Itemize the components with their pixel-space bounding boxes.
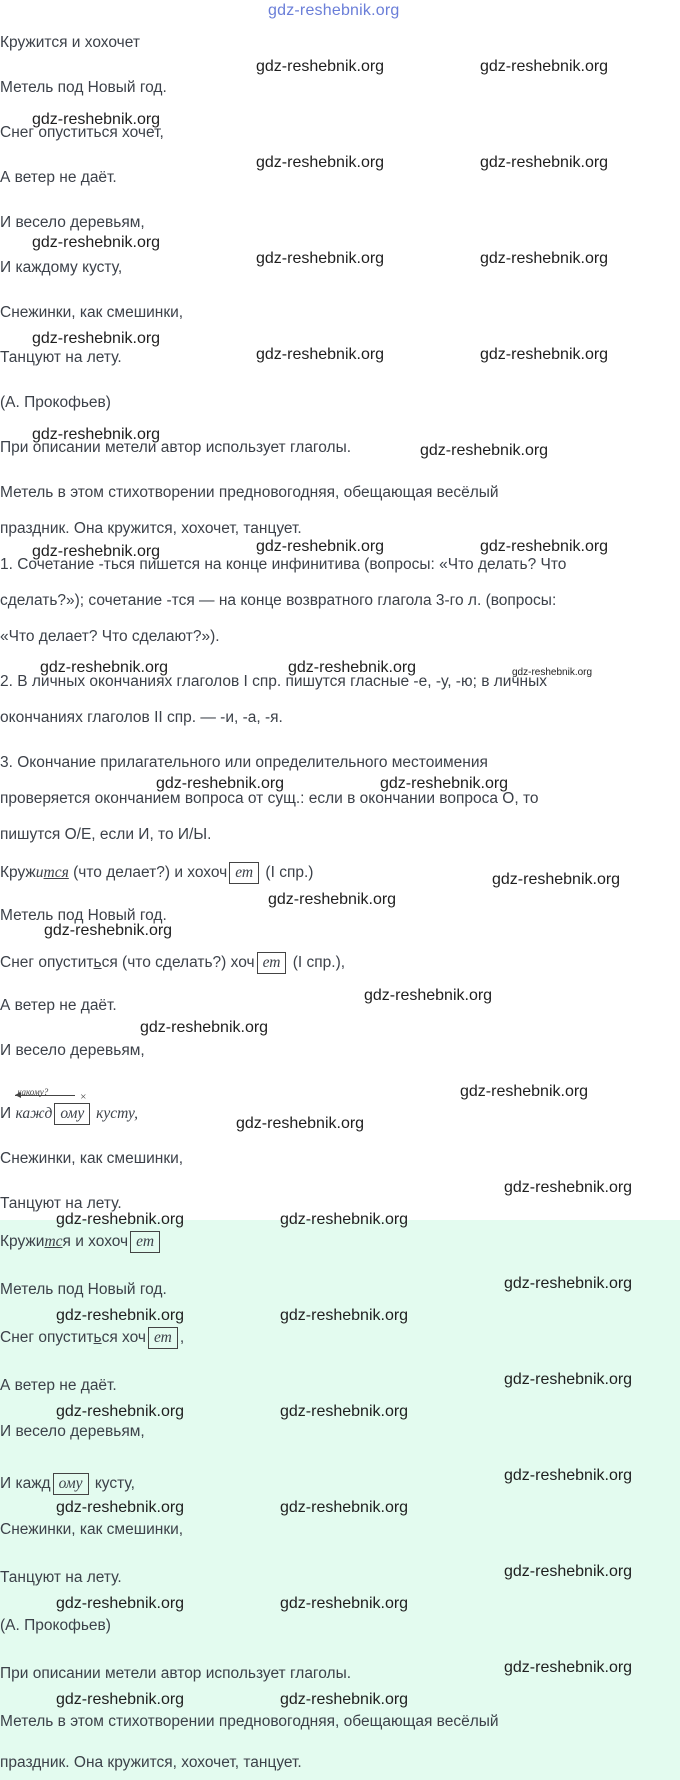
poem-line: А ветер не даёт. xyxy=(0,169,117,186)
ending-box: ому xyxy=(53,1473,89,1495)
site-watermark: gdz-reshebnik.org xyxy=(504,1275,633,1292)
question-annotation xyxy=(15,1087,87,1123)
site-watermark: gdz-reshebnik.org xyxy=(512,667,593,678)
site-watermark: gdz-reshebnik.org xyxy=(32,426,161,443)
site-watermark: gdz-reshebnik.org xyxy=(256,346,385,363)
text-fragment: кусту, xyxy=(92,1105,138,1122)
arrow-left-icon xyxy=(15,1095,75,1096)
text-fragment: (что делает?) и хохоч xyxy=(68,864,228,881)
cross-icon: × xyxy=(79,1091,87,1103)
poem-line: Снег опуститься хочет, xyxy=(0,124,164,141)
site-watermark: gdz-reshebnik.org xyxy=(504,1179,633,1196)
site-watermark: gdz-reshebnik.org xyxy=(504,1371,633,1388)
text-fragment: И кажд xyxy=(0,1475,51,1492)
site-watermark: gdz-reshebnik.org xyxy=(480,154,609,171)
poem-line: А ветер не даёт. xyxy=(0,1377,117,1394)
site-watermark: gdz-reshebnik.org xyxy=(56,1499,185,1516)
poem-line: И каждому кусту, xyxy=(0,259,123,276)
site-watermark: gdz-reshebnik.org xyxy=(480,346,609,363)
rule-line: сделать?»); сочетание -тся — на конце возвратного глагола 3-го л. (вопросы: xyxy=(0,592,557,609)
site-watermark: gdz-reshebnik.org xyxy=(280,1211,409,1228)
site-watermark: gdz-reshebnik.org xyxy=(56,1403,185,1420)
site-watermark: gdz-reshebnik.org xyxy=(420,442,549,459)
site-watermark: gdz-reshebnik.org xyxy=(56,1595,185,1612)
site-watermark: gdz-reshebnik.org xyxy=(156,775,285,792)
description-line: Метель в этом стихотворении предновогодняя, обещающая весёлый xyxy=(0,1713,499,1730)
site-watermark: gdz-reshebnik.org xyxy=(256,154,385,171)
poem-line: И весело деревьям, xyxy=(0,1423,145,1440)
site-watermark-top: gdz-reshebnik.org xyxy=(268,2,400,19)
site-watermark: gdz-reshebnik.org xyxy=(236,1115,365,1132)
poem-line: Танцуют на лету. xyxy=(0,1569,122,1586)
poem-line: Метель под Новый год. xyxy=(0,907,167,924)
description-line: праздник. Она кружится, хохочет, танцует. xyxy=(0,520,302,537)
ending-box: ет xyxy=(229,862,259,884)
verbs-note: При описании метели автор использует глаголы. xyxy=(0,439,352,456)
answer-line-3 xyxy=(0,1327,184,1349)
ending-box: ет xyxy=(148,1327,178,1349)
text-fragment: Кружи xyxy=(0,1233,45,1250)
site-watermark: gdz-reshebnik.org xyxy=(140,1019,269,1036)
site-watermark: gdz-reshebnik.org xyxy=(280,1307,409,1324)
site-watermark: gdz-reshebnik.org xyxy=(32,330,161,347)
site-watermark: gdz-reshebnik.org xyxy=(364,987,493,1004)
text-fragment: и xyxy=(35,864,44,881)
site-watermark: gdz-reshebnik.org xyxy=(56,1691,185,1708)
site-watermark: gdz-reshebnik.org xyxy=(280,1691,409,1708)
rule-line: «Что делает? Что сделают?»). xyxy=(0,628,220,645)
site-watermark: gdz-reshebnik.org xyxy=(504,1659,633,1676)
text-fragment: И xyxy=(0,1105,16,1122)
poem-line: Снежинки, как смешинки, xyxy=(0,304,184,321)
site-watermark: gdz-reshebnik.org xyxy=(280,1403,409,1420)
rule-line: 2. В личных окончаниях глаголов I спр. пишутся гласные -е, -у, -ю; в личных xyxy=(0,673,547,690)
site-watermark: gdz-reshebnik.org xyxy=(32,111,161,128)
site-watermark: gdz-reshebnik.org xyxy=(56,1307,185,1324)
poem-line: Танцуют на лету. xyxy=(0,1195,122,1212)
text-fragment: Снег опустит xyxy=(0,954,94,971)
poem-line: Танцуют на лету. xyxy=(0,349,122,366)
site-watermark: gdz-reshebnik.org xyxy=(280,1595,409,1612)
description-line: Метель в этом стихотворении предновогодняя, обещающая весёлый xyxy=(0,484,499,501)
text-fragment: Снег опустит xyxy=(0,1329,94,1346)
question-note: какому? xyxy=(17,1087,49,1097)
site-watermark: gdz-reshebnik.org xyxy=(504,1467,633,1484)
site-watermark: gdz-reshebnik.org xyxy=(40,659,169,676)
site-watermark: gdz-reshebnik.org xyxy=(44,922,173,939)
marked-line-6 xyxy=(0,1087,138,1125)
poem-line: Метель под Новый год. xyxy=(0,1281,167,1298)
site-watermark: gdz-reshebnik.org xyxy=(256,58,385,75)
text-fragment: (I спр.), xyxy=(288,954,346,971)
description-line: праздник. Она кружится, хохочет, танцует. xyxy=(0,1754,302,1771)
rule-line: проверяется окончанием вопроса от сущ.: если в окончании вопроса О, то xyxy=(0,790,539,807)
answer-line-6 xyxy=(0,1473,135,1495)
site-watermark: gdz-reshebnik.org xyxy=(480,538,609,555)
text-fragment: ся хоч xyxy=(101,1329,146,1346)
poem-line: Снежинки, как смешинки, xyxy=(0,1150,184,1167)
site-watermark: gdz-reshebnik.org xyxy=(288,659,417,676)
site-watermark: gdz-reshebnik.org xyxy=(480,58,609,75)
marked-line-1 xyxy=(0,862,313,884)
poem-author: (А. Прокофьев) xyxy=(0,1617,111,1634)
site-watermark: gdz-reshebnik.org xyxy=(504,1563,633,1580)
poem-line: А ветер не даёт. xyxy=(0,997,117,1014)
text-fragment: Круж xyxy=(0,864,36,881)
site-watermark: gdz-reshebnik.org xyxy=(280,1499,409,1516)
site-watermark: gdz-reshebnik.org xyxy=(380,775,509,792)
text-fragment: (I спр.) xyxy=(261,864,314,881)
marked-line-3 xyxy=(0,952,345,974)
text-fragment: ся (что сделать?) хоч xyxy=(101,954,255,971)
poem-line: Снежинки, как смешинки, xyxy=(0,1521,184,1538)
rule-line: окончаниях глаголов II спр. — -и, -а, -я. xyxy=(0,709,283,726)
site-watermark: gdz-reshebnik.org xyxy=(480,250,609,267)
text-fragment: , xyxy=(179,1329,185,1346)
rule-line: пишутся О/Е, если И, то И/Ы. xyxy=(0,826,212,843)
ending-box: ет xyxy=(130,1231,160,1253)
poem-line: Кружится и хохочет xyxy=(0,34,140,51)
soft-sign-mark: ь xyxy=(93,1329,102,1346)
text-fragment: я и хохоч xyxy=(62,1233,129,1250)
poem-line: Метель под Новый год. xyxy=(0,79,167,96)
text-fragment: кусту, xyxy=(90,1475,135,1492)
ending-mark: тся xyxy=(43,864,69,881)
answer-line-1 xyxy=(0,1231,162,1253)
site-watermark: gdz-reshebnik.org xyxy=(256,538,385,555)
poem-author: (А. Прокофьев) xyxy=(0,394,111,411)
site-watermark: gdz-reshebnik.org xyxy=(492,871,621,888)
site-watermark: gdz-reshebnik.org xyxy=(460,1083,589,1100)
site-watermark: gdz-reshebnik.org xyxy=(32,234,161,251)
ending-box: ому xyxy=(54,1103,90,1125)
rule-line: 3. Окончание прилагательного или определительного местоимения xyxy=(0,754,488,771)
poem-line: И весело деревьям, xyxy=(0,1042,145,1059)
ending-box: ет xyxy=(257,952,287,974)
verbs-note: При описании метели автор использует глаголы. xyxy=(0,1665,352,1682)
soft-sign-mark: ь xyxy=(93,954,102,971)
ending-mark: тс xyxy=(44,1233,63,1250)
site-watermark: gdz-reshebnik.org xyxy=(268,891,397,908)
site-watermark: gdz-reshebnik.org xyxy=(256,250,385,267)
site-watermark: gdz-reshebnik.org xyxy=(56,1211,185,1228)
site-watermark: gdz-reshebnik.org xyxy=(32,543,161,560)
rule-line: 1. Сочетание -ться пишется на конце инфинитива (вопросы: «Что делать? Что xyxy=(0,556,567,573)
poem-line: И весело деревьям, xyxy=(0,214,145,231)
text-fragment: кажд xyxy=(15,1105,53,1122)
